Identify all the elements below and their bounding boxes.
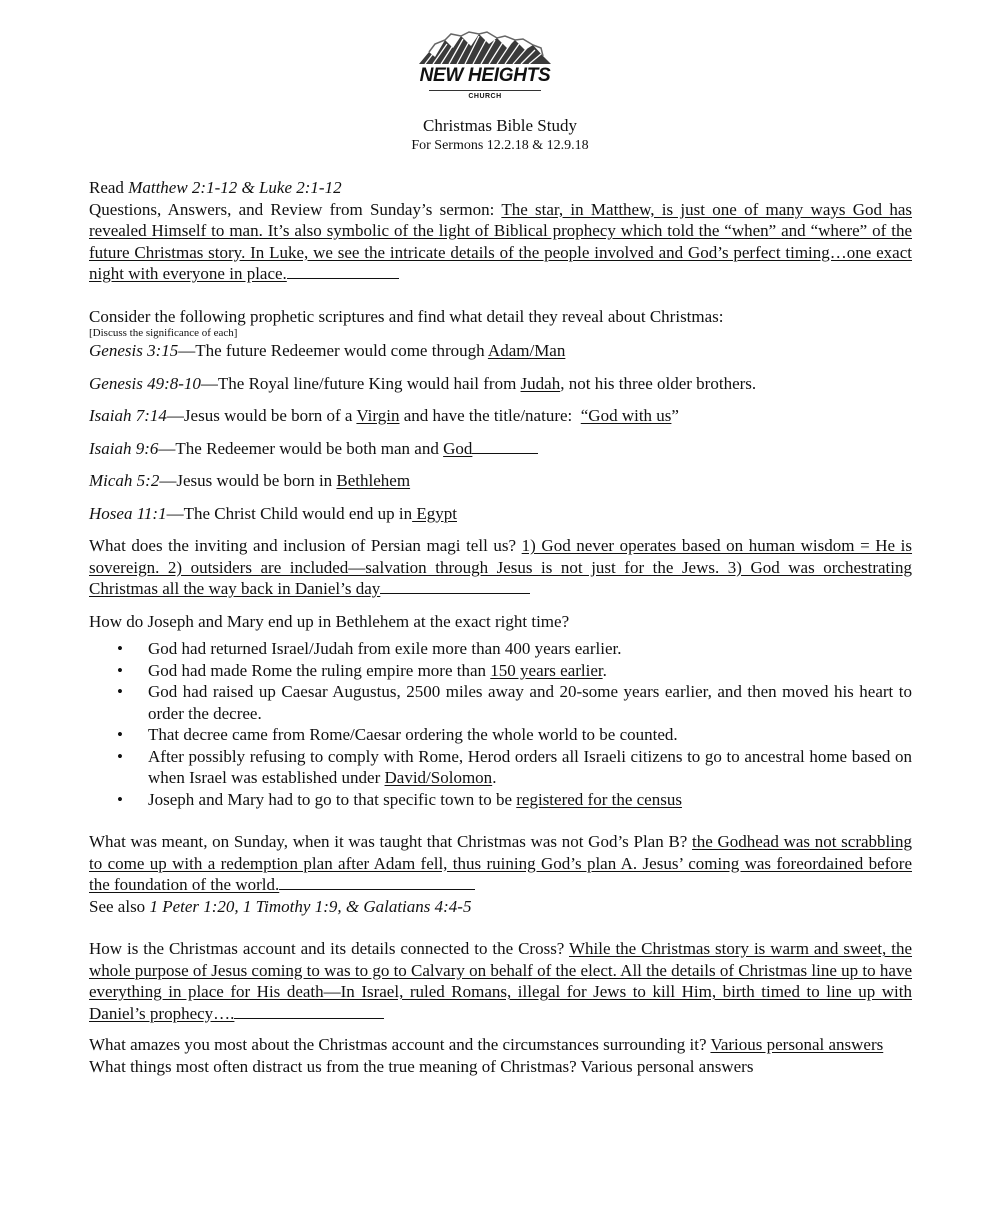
cross-answer: While the Christmas story is warm and sweet, the whole purpose of Jesus coming to was to go to Calvary on behalf of the elect. All the details of Christmas line up to have everything in place for His death—In Israel, ruled Romans, illegal for Jews to kill Him, birth timed to line up with Daniel’s prophecy…. bbox=[89, 939, 912, 1023]
scripture-reference: Genesis 49:8-10 bbox=[89, 373, 201, 393]
prophecy-text: —Jesus would be born of a bbox=[166, 406, 357, 425]
plan-b-paragraph bbox=[89, 831, 912, 896]
prophecy-note: [Discuss the significance of each] bbox=[89, 327, 238, 339]
see-also-references: 1 Peter 1:20, 1 Timothy 1:9, & Galatians 4:4-5 bbox=[149, 896, 472, 916]
bullet-text: God had raised up Caesar Augustus, 2500 miles away and 20-some years earlier, and then moved his heart to order the decree. bbox=[148, 682, 912, 723]
amazes-paragraph bbox=[89, 1034, 912, 1056]
prophecy-item bbox=[89, 438, 912, 460]
magi-paragraph bbox=[89, 535, 912, 600]
review-paragraph bbox=[89, 199, 912, 285]
reading-line bbox=[89, 177, 912, 199]
bullet-text-after: . bbox=[602, 660, 607, 680]
logo-divider bbox=[429, 90, 541, 91]
bethlehem-bullet-list bbox=[89, 638, 912, 810]
bullet-text: God had made Rome the ruling empire more than bbox=[148, 660, 491, 680]
prophecy-text: —The Royal line/future King would hail from bbox=[200, 373, 521, 393]
answer-blank bbox=[234, 1004, 384, 1019]
logo-wordmark: NEW HEIGHTS bbox=[419, 65, 551, 86]
plan-b-answer: the Godhead was not scrabbling to come up with a redemption plan after Adam fell, thus ruining God’s plan A. Jesus’ coming was foreordained before the foundation of the world. bbox=[89, 832, 912, 894]
magi-answer: 1) God never operates based on human wisdom = He is sovereign. 2) outsiders are included—salvation through Jesus is not just for the Jews. 3) God was orchestrating Christmas all the way back in Daniel’s day bbox=[89, 536, 913, 598]
bullet-item bbox=[148, 660, 912, 682]
bullet-text-after: . bbox=[492, 768, 497, 787]
bullet-answer: 150 years earlier bbox=[490, 660, 603, 680]
cross-question: How is the Christmas account and its details connected to the Cross? bbox=[89, 939, 569, 958]
bullet-item bbox=[148, 789, 912, 811]
reading-prefix: Read bbox=[89, 178, 129, 197]
reading-references: Matthew 2:1-12 & Luke 2:1-12 bbox=[128, 178, 342, 197]
prophecy-item bbox=[89, 340, 912, 362]
prophecy-text: —The future Redeemer would come through bbox=[178, 341, 488, 360]
cross-paragraph bbox=[89, 938, 912, 1024]
bullet-text: After possibly refusing to comply with Rome, Herod orders all Israeli citizens to go to ancestral home based on when Israel was established under bbox=[148, 746, 912, 787]
document-title: Christmas Bible Study bbox=[423, 116, 577, 135]
see-also-line bbox=[89, 896, 912, 918]
bullet-text: God had returned Israel/Judah from exile more than 400 years earlier. bbox=[148, 639, 622, 658]
prophecy-answer: Egypt bbox=[412, 503, 457, 523]
prophecy-text: —Jesus would be born in bbox=[159, 471, 337, 490]
answer-blank bbox=[380, 579, 530, 594]
prophecy-item bbox=[89, 405, 912, 427]
mountain-logo-icon bbox=[415, 30, 555, 66]
prophecy-answer: Bethlehem bbox=[336, 471, 411, 490]
bullet-text: Joseph and Mary had to go to that specific town to be bbox=[148, 789, 517, 809]
answer-blank bbox=[279, 875, 475, 890]
scripture-reference: Hosea 11:1 bbox=[89, 503, 167, 523]
review-question: Questions, Answers, and Review from Sunday’s sermon: bbox=[89, 199, 502, 219]
distract-paragraph: What things most often distract us from the true meaning of Christmas? Various personal answers bbox=[89, 1056, 754, 1076]
amazes-answer: Various personal answers bbox=[710, 1035, 884, 1054]
document-subtitle: For Sermons 12.2.18 & 12.9.18 bbox=[411, 138, 589, 153]
answer-blank bbox=[287, 264, 399, 279]
bullet-answer: registered for the census bbox=[516, 789, 682, 809]
magi-question: What does the inviting and inclusion of Persian magi tell us? bbox=[89, 536, 522, 555]
prophecy-intro: Consider the following prophetic scriptures and find what detail they reveal about Christmas: bbox=[89, 306, 724, 326]
amazes-question: What amazes you most about the Christmas account and the circumstances surrounding it? bbox=[89, 1035, 711, 1054]
prophecy-text-after: and have the title/nature: bbox=[399, 406, 581, 425]
review-answer: The star, in Matthew, is just one of many ways God has revealed Himself to man. It’s also symbolic of the light of Biblical prophecy which told the “when” and “where” of the future Christmas story. In Luke, we see the intricate details of the people involved and God’s perfect timing…one exact night with everyone in place. bbox=[89, 199, 912, 283]
prophecy-text-after: , not his three older brothers. bbox=[560, 373, 757, 393]
bullet-text: That decree came from Rome/Caesar ordering the whole world to be counted. bbox=[148, 725, 678, 744]
prophecy-text: —The Redeemer would be both man and bbox=[158, 438, 444, 458]
logo-subtitle: CHURCH bbox=[468, 93, 502, 100]
prophecy-answer-title: “God with us bbox=[580, 406, 672, 425]
church-logo bbox=[415, 30, 555, 104]
answer-blank bbox=[472, 439, 538, 454]
see-also-prefix: See also bbox=[89, 896, 150, 916]
scripture-reference: Isaiah 9:6 bbox=[89, 438, 159, 458]
plan-b-question: What was meant, on Sunday, when it was taught that Christmas was not God’s Plan B? bbox=[89, 832, 693, 851]
bullet-answer: David/Solomon bbox=[384, 768, 493, 787]
closing-quote: ” bbox=[671, 406, 679, 425]
scripture-reference: Micah 5:2 bbox=[89, 471, 160, 490]
prophecy-item bbox=[89, 470, 912, 492]
prophecy-answer: Adam/Man bbox=[487, 341, 566, 360]
scripture-reference: Isaiah 7:14 bbox=[89, 406, 167, 425]
bethlehem-question: How do Joseph and Mary end up in Bethlehem at the exact right time? bbox=[89, 611, 570, 631]
prophecy-text: —The Christ Child would end up in bbox=[166, 503, 413, 523]
bullet-item bbox=[148, 638, 912, 660]
bullet-item bbox=[148, 724, 912, 746]
scripture-reference: Genesis 3:15 bbox=[89, 341, 179, 360]
prophecy-item bbox=[89, 503, 912, 525]
prophecy-answer: Virgin bbox=[356, 406, 400, 425]
prophecy-item bbox=[89, 373, 912, 395]
bullet-item bbox=[148, 681, 912, 724]
study-content bbox=[89, 177, 912, 1077]
prophecy-answer: God bbox=[443, 438, 473, 458]
prophecy-answer: Judah bbox=[520, 373, 561, 393]
bullet-item bbox=[148, 746, 912, 789]
